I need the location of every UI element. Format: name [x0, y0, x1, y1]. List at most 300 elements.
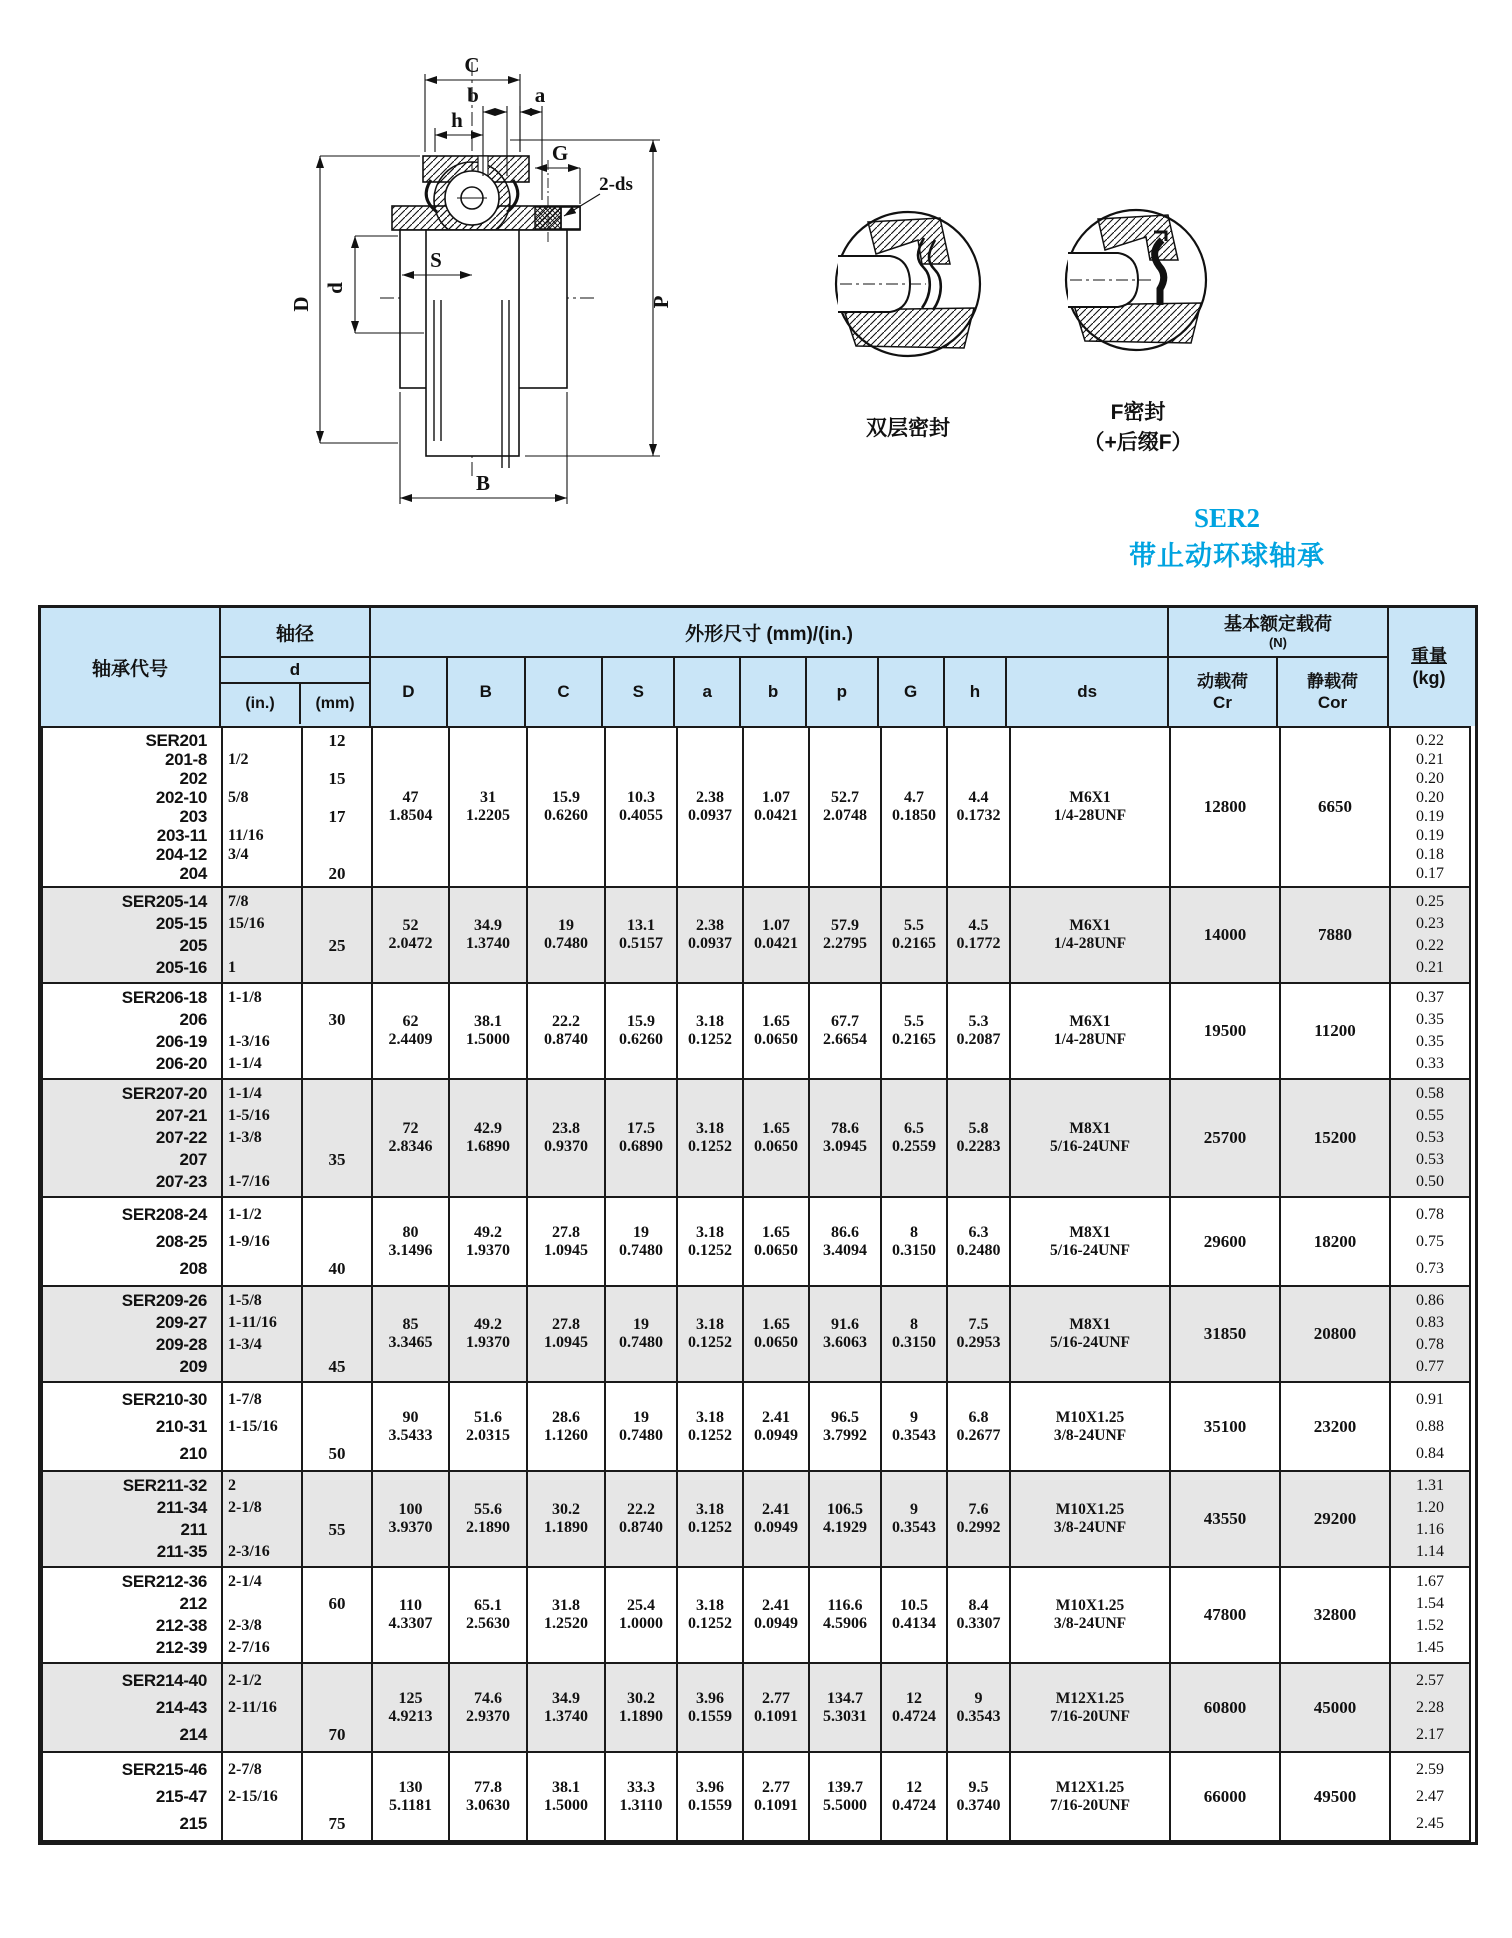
header-dim-letters	[371, 658, 1167, 726]
bearing-code: 202-10	[155, 788, 207, 807]
shaft-mm-value	[303, 1031, 371, 1053]
shaft-mm-value	[303, 1228, 371, 1255]
dim-cell-a	[677, 1197, 743, 1286]
shaft-inch-value: 2-1/4	[228, 1573, 262, 1590]
dim-cell-b	[743, 1471, 809, 1567]
dim-cell-h	[947, 1752, 1010, 1841]
shaft-inch-value: 7/8	[228, 893, 249, 910]
dim-cell-B	[449, 1471, 527, 1567]
dim-mm-value: 80	[402, 1223, 419, 1241]
bearing-code: 212-39	[155, 1638, 207, 1657]
shaft-inch-value	[228, 1440, 301, 1467]
dim-in-value: 2.8346	[388, 1138, 433, 1155]
dim-mm-value: M10X1.25	[1055, 1408, 1125, 1426]
bearing-group-row	[42, 1286, 1470, 1382]
shaft-mm-value	[303, 1105, 371, 1127]
dynamic-load-cell: 43550	[1170, 1471, 1280, 1567]
dim-in-value: 2.5630	[466, 1615, 510, 1632]
dim-cell-ds	[1010, 1663, 1170, 1752]
dim-mm-value: 28.6	[552, 1408, 580, 1426]
dim-mm-value: 51.6	[474, 1408, 502, 1426]
dim-cell-a	[677, 1752, 743, 1841]
dim-cell-a	[677, 1567, 743, 1663]
shaft-mm-value: 50	[328, 1444, 346, 1463]
static-load-cell: 7880	[1280, 887, 1390, 983]
dim-in-value: 0.4134	[892, 1615, 936, 1632]
dim-in-value: 0.4724	[892, 1796, 936, 1814]
dim-in-value: 0.3150	[892, 1241, 936, 1259]
dim-cell-D	[372, 1079, 449, 1197]
dim-cell-b	[743, 1197, 809, 1286]
dim-in-value: 1.9370	[466, 1334, 510, 1351]
bearing-code: 211	[180, 1520, 207, 1539]
dim-in-value: 0.0650	[754, 1334, 798, 1351]
shaft-inch-value	[228, 1255, 301, 1282]
shaft-inch-value: 1-1/4	[228, 1055, 262, 1072]
dim-cell-a	[677, 983, 743, 1079]
dynamic-load-cell: 19500	[1170, 983, 1280, 1079]
dim-mm-value: 86.6	[831, 1223, 859, 1241]
weight-value: 0.19	[1416, 808, 1444, 825]
dim-cell-B	[449, 1197, 527, 1286]
dim-in-value: 0.3150	[892, 1334, 936, 1351]
dim-in-value: 0.8740	[619, 1519, 663, 1536]
shaft-mm-value	[303, 913, 371, 935]
bearing-code: 209-27	[155, 1313, 207, 1332]
dim-in-value: 0.3740	[956, 1796, 1001, 1814]
dim-in-value: 1.6890	[466, 1138, 510, 1155]
dim-mm-value: 3.18	[696, 1120, 724, 1137]
bearing-code: 212	[179, 1594, 207, 1613]
header-load-unit: (N)	[1268, 635, 1288, 650]
dim-label-P: P	[649, 295, 673, 309]
weight-value: 2.59	[1416, 1761, 1444, 1778]
shaft-inch-value: 5/8	[228, 789, 249, 806]
dim-cell-D	[372, 887, 449, 983]
shaft-inch-value: 2-15/16	[228, 1788, 278, 1805]
dim-cell-p	[809, 887, 881, 983]
weight-value: 2.45	[1416, 1815, 1444, 1832]
dim-mm-value: 65.1	[474, 1597, 502, 1614]
dim-mm-value: 1.65	[762, 1316, 790, 1333]
bearing-code: 202	[179, 769, 207, 788]
dim-mm-value: 7.6	[968, 1501, 989, 1518]
weight-value: 1.20	[1416, 1499, 1444, 1516]
bearing-code: 209	[179, 1357, 207, 1376]
dim-cell-G	[881, 1079, 947, 1197]
shaft-inch-value	[228, 1593, 301, 1615]
dim-cell-B	[449, 1286, 527, 1382]
dim-cell-p	[809, 1286, 881, 1382]
bearing-group-row	[42, 1079, 1470, 1197]
bearing-group-row	[42, 1663, 1470, 1752]
dim-cell-a	[677, 1286, 743, 1382]
shaft-mm-value	[303, 1171, 371, 1193]
dim-in-value: 0.2559	[892, 1138, 936, 1155]
dim-cell-a	[677, 887, 743, 983]
dim-cell-b	[743, 727, 809, 887]
shaft-mm-value	[303, 1756, 371, 1783]
weight-cell	[1390, 1471, 1470, 1567]
weight-value: 0.84	[1416, 1445, 1444, 1462]
shaft-mm-value	[303, 1290, 371, 1312]
dim-label-a: a	[534, 83, 546, 107]
dim-in-value: 4.3307	[388, 1615, 433, 1632]
bearing-code: SER212-36	[121, 1572, 207, 1591]
shaft-mm-cell	[302, 1286, 372, 1382]
bearing-group-row	[42, 1382, 1470, 1471]
dim-mm-value: 25.4	[627, 1597, 655, 1614]
shaft-inch-value: 1-15/16	[228, 1418, 278, 1435]
dim-cell-h	[947, 1197, 1010, 1286]
dim-in-value: 5.5000	[823, 1796, 867, 1814]
dim-mm-value: 8	[910, 1316, 918, 1333]
dim-in-value: 1.1260	[544, 1426, 588, 1444]
dim-in-value: 0.1559	[688, 1707, 732, 1725]
dim-label-b: b	[467, 83, 479, 107]
bearing-code: 206-19	[155, 1032, 207, 1051]
bearing-code: 203	[179, 807, 207, 826]
series-title	[1090, 503, 1364, 573]
header-load-rating	[1169, 608, 1389, 726]
dim-in-value: 0.7480	[619, 1241, 663, 1259]
shaft-inch-cell	[222, 983, 302, 1079]
shaft-inch-value: 3/4	[228, 846, 249, 863]
dim-mm-value: 130	[398, 1778, 423, 1796]
static-load-cell: 6650	[1280, 727, 1390, 887]
shaft-mm-value	[303, 1083, 371, 1105]
series-code: SER2	[1193, 503, 1261, 533]
weight-value: 0.21	[1416, 959, 1444, 976]
dim-cell-p	[809, 983, 881, 1079]
bearing-code: 214	[179, 1725, 207, 1744]
dim-cell-a	[677, 727, 743, 887]
dim-mm-value: 6.3	[968, 1223, 989, 1241]
dim-mm-value: 8	[910, 1223, 918, 1241]
dim-cell-b	[743, 1079, 809, 1197]
shaft-inch-value: 2-7/16	[228, 1639, 270, 1656]
dim-mm-value: 7.5	[968, 1316, 989, 1333]
dim-in-value: 0.2165	[892, 935, 936, 952]
dim-mm-value: M8X1	[1069, 1316, 1111, 1333]
shaft-mm-value	[303, 1312, 371, 1334]
bearing-code: 214-43	[155, 1698, 207, 1717]
dim-mm-value: 10.5	[900, 1597, 928, 1614]
dim-in-value: 0.1732	[956, 807, 1001, 824]
shaft-inch-cell	[222, 1567, 302, 1663]
bearing-group-row	[42, 887, 1470, 983]
bearing-code: 205-15	[155, 914, 207, 933]
dim-in-value: 0.1559	[688, 1796, 732, 1814]
dim-mm-value: M8X1	[1069, 1120, 1111, 1137]
dim-mm-value: 2.38	[696, 917, 724, 934]
dim-in-value: 0.3307	[956, 1615, 1001, 1632]
weight-value: 0.78	[1416, 1206, 1444, 1223]
dim-in-value: 0.6260	[619, 1031, 663, 1048]
shaft-inch-value	[228, 1149, 301, 1171]
dim-in-value: 3.5433	[388, 1426, 433, 1444]
weight-value: 1.67	[1416, 1573, 1444, 1590]
dim-label-h: h	[451, 108, 463, 132]
shaft-inch-cell	[222, 887, 302, 983]
bearing-group-row	[42, 1567, 1470, 1663]
dim-cell-p	[809, 1471, 881, 1567]
dim-in-value: 0.0650	[754, 1138, 798, 1155]
shaft-inch-value	[228, 935, 301, 957]
static-load-cell: 23200	[1280, 1382, 1390, 1471]
bearing-code: SER210-30	[121, 1390, 207, 1409]
dim-mm-value: 55.6	[474, 1501, 502, 1518]
dim-mm-value: 30.2	[552, 1501, 580, 1518]
dim-in-value: 0.0421	[754, 807, 798, 824]
dim-mm-value: 134.7	[827, 1689, 863, 1707]
shaft-mm-value	[303, 1475, 371, 1497]
dim-cell-D	[372, 727, 449, 887]
shaft-mm-value: 55	[328, 1520, 346, 1539]
shaft-inch-value: 15/16	[228, 915, 265, 932]
dim-in-value: 4.9213	[388, 1707, 433, 1725]
dim-cell-B	[449, 1663, 527, 1752]
bearing-code-cell	[42, 727, 222, 887]
bearing-code: 204	[179, 864, 207, 883]
dim-in-value: 1/4-28UNF	[1053, 1031, 1127, 1048]
dim-mm-value: 9.5	[968, 1778, 989, 1796]
shaft-inch-cell	[222, 1197, 302, 1286]
dim-in-value: 5/16-24UNF	[1049, 1241, 1131, 1259]
dim-label-G: G	[551, 141, 569, 165]
dim-in-value: 0.1252	[688, 1519, 732, 1536]
shaft-mm-value	[303, 1413, 371, 1440]
dim-mm-value: 19	[633, 1408, 649, 1426]
dim-mm-value: M10X1.25	[1055, 1501, 1125, 1518]
dim-in-value: 0.2677	[956, 1426, 1001, 1444]
dim-in-value: 1.8504	[388, 807, 433, 824]
dynamic-load-cell: 35100	[1170, 1382, 1280, 1471]
dim-mm-value: 27.8	[552, 1223, 580, 1241]
dim-mm-value: 19	[633, 1316, 649, 1333]
dim-mm-value: 74.6	[474, 1689, 502, 1707]
dim-mm-value: 47	[402, 789, 419, 806]
dim-cell-C	[527, 727, 605, 887]
shaft-mm-value	[303, 1694, 371, 1721]
shaft-mm-value: 15	[328, 769, 346, 788]
dim-in-value: 4.5906	[823, 1615, 867, 1632]
dim-mm-value: 72	[402, 1120, 419, 1137]
dim-cell-D	[372, 1286, 449, 1382]
bearing-code: SER215-46	[121, 1760, 207, 1779]
dim-cell-ds	[1010, 1567, 1170, 1663]
dim-mm-value: 19	[633, 1223, 649, 1241]
dim-mm-value: 3.18	[696, 1316, 724, 1333]
dim-cell-ds	[1010, 1286, 1170, 1382]
shaft-inch-cell	[222, 1471, 302, 1567]
dim-mm-value: 23.8	[552, 1120, 580, 1137]
dim-cell-C	[527, 1752, 605, 1841]
dim-in-value: 0.1772	[956, 935, 1001, 952]
dim-label-D: D	[289, 296, 313, 312]
dim-in-value: 0.1850	[892, 807, 936, 824]
weight-value: 2.57	[1416, 1672, 1444, 1689]
dim-mm-value: 1.07	[762, 917, 790, 934]
seal-detail-double	[828, 206, 988, 366]
dim-in-value: 1.0000	[619, 1615, 663, 1632]
shaft-mm-value: 35	[328, 1150, 346, 1169]
bearing-code: 206	[179, 1010, 207, 1029]
weight-value: 0.78	[1416, 1336, 1444, 1353]
dim-cell-S	[605, 727, 677, 887]
shaft-mm-value	[303, 1053, 371, 1075]
weight-cell	[1390, 983, 1470, 1079]
dim-in-value: 0.2283	[956, 1138, 1001, 1155]
dim-cell-B	[449, 1382, 527, 1471]
dim-mm-value: M6X1	[1069, 1013, 1111, 1030]
dim-cell-D	[372, 1663, 449, 1752]
dim-mm-value: 139.7	[827, 1778, 863, 1796]
shaft-mm-value: 17	[328, 807, 346, 826]
dim-mm-value: 49.2	[474, 1316, 502, 1333]
dim-in-value: 3/8-24UNF	[1053, 1615, 1127, 1632]
shaft-mm-value: 30	[328, 1010, 346, 1029]
seal-caption-f-line1: F密封	[1110, 401, 1166, 424]
bearing-code: SER214-40	[121, 1671, 207, 1690]
dim-cell-h	[947, 1663, 1010, 1752]
dim-mm-value: 116.6	[827, 1597, 863, 1614]
static-load-cell: 29200	[1280, 1471, 1390, 1567]
shaft-mm-value	[303, 957, 371, 979]
dim-mm-value: M12X1.25	[1055, 1689, 1125, 1707]
dim-in-value: 3.3465	[388, 1334, 433, 1351]
shaft-inch-cell	[222, 1286, 302, 1382]
shaft-inch-value: 1-1/4	[228, 1085, 262, 1102]
dim-cell-h	[947, 1567, 1010, 1663]
dim-mm-value: 30.2	[627, 1689, 655, 1707]
shaft-inch-value	[228, 1810, 301, 1837]
bearing-code: SER208-24	[121, 1205, 207, 1224]
weight-value: 0.50	[1416, 1173, 1444, 1190]
dim-mm-value: 52	[402, 917, 419, 934]
shaft-inch-value: 1-3/4	[228, 1336, 262, 1353]
weight-value: 0.20	[1416, 789, 1444, 806]
dim-cell-D	[372, 1197, 449, 1286]
bearing-code: 204-12	[155, 845, 207, 864]
shaft-mm-value	[303, 845, 371, 864]
header-in-label: (in.)	[221, 684, 301, 724]
dim-mm-value: 52.7	[831, 789, 859, 806]
dim-cell-B	[449, 1752, 527, 1841]
shaft-mm-value: 25	[328, 936, 346, 955]
dim-mm-value: 12	[906, 1778, 922, 1796]
bearing-code: 206-20	[155, 1054, 207, 1073]
bearing-code: 211-34	[156, 1498, 207, 1517]
weight-value: 2.47	[1416, 1788, 1444, 1805]
dim-in-value: 0.3543	[892, 1426, 936, 1444]
shaft-mm-value	[303, 1541, 371, 1563]
dim-mm-value: 100	[398, 1501, 423, 1518]
dim-in-value: 1.3740	[544, 1707, 588, 1725]
dim-cell-S	[605, 1079, 677, 1197]
bearing-code-cell	[42, 1079, 222, 1197]
header-dims-title: 外形尺寸 (mm)/(in.)	[371, 608, 1167, 658]
dim-mm-value: 6.5	[904, 1120, 924, 1137]
bearing-code-cell	[42, 1286, 222, 1382]
dim-in-value: 1.0945	[544, 1334, 588, 1351]
dim-mm-value: 4.4	[968, 789, 989, 806]
weight-value: 0.25	[1416, 893, 1444, 910]
bearing-code-cell	[42, 1471, 222, 1567]
shaft-inch-value: 1-3/8	[228, 1129, 262, 1146]
dim-in-value: 0.1252	[688, 1426, 732, 1444]
bearing-code: 210	[179, 1444, 207, 1463]
shaft-mm-value	[303, 1201, 371, 1228]
dim-cell-p	[809, 1382, 881, 1471]
dim-in-value: 0.0937	[688, 935, 732, 952]
dim-mm-value: 9	[910, 1408, 918, 1426]
dim-mm-value: M6X1	[1069, 917, 1111, 934]
weight-value: 1.31	[1416, 1477, 1444, 1494]
dim-cell-B	[449, 1079, 527, 1197]
dim-mm-value: 38.1	[474, 1013, 502, 1030]
dim-mm-value: 78.6	[831, 1120, 859, 1137]
dim-mm-value: 4.7	[904, 789, 924, 806]
bearing-group-row	[42, 727, 1470, 887]
dim-cell-S	[605, 1471, 677, 1567]
shaft-inch-cell	[222, 1663, 302, 1752]
dim-in-value: 7/16-20UNF	[1049, 1707, 1131, 1725]
dim-in-value: 5.1181	[388, 1796, 433, 1814]
dim-in-value: 0.0421	[754, 935, 798, 952]
dim-mm-value: 22.2	[627, 1501, 655, 1518]
dim-in-value: 0.0650	[754, 1031, 798, 1048]
shaft-mm-cell	[302, 1663, 372, 1752]
dim-mm-value: 5.3	[968, 1013, 989, 1030]
shaft-inch-value: 1-7/16	[228, 1173, 270, 1190]
dim-cell-ds	[1010, 1382, 1170, 1471]
bearing-group-row	[42, 1752, 1470, 1841]
dim-cell-B	[449, 887, 527, 983]
dim-mm-value: 12	[906, 1689, 922, 1707]
dim-in-value: 1.9370	[466, 1241, 510, 1259]
static-load-cell: 20800	[1280, 1286, 1390, 1382]
dim-in-value: 1/4-28UNF	[1053, 935, 1127, 952]
dim-cell-S	[605, 887, 677, 983]
dim-mm-value: 10.3	[627, 789, 655, 806]
dim-mm-value: 22.2	[552, 1013, 580, 1030]
shaft-inch-value: 1-11/16	[228, 1314, 277, 1331]
shaft-inch-cell	[222, 1752, 302, 1841]
dim-in-value: 0.1252	[688, 1615, 732, 1632]
dim-in-value: 1.2520	[544, 1615, 588, 1632]
dim-in-value: 2.2795	[823, 935, 867, 952]
dim-mm-value: 1.65	[762, 1013, 790, 1030]
dim-mm-value: 34.9	[552, 1689, 580, 1707]
weight-value: 2.17	[1416, 1726, 1444, 1743]
header-dim-D: D	[371, 658, 448, 726]
header-bearing-code: 轴承代号	[41, 608, 221, 726]
bearing-group-row	[42, 1197, 1470, 1286]
bearing-code: 208-25	[155, 1232, 207, 1251]
weight-value: 0.86	[1416, 1292, 1444, 1309]
static-load-cell: 15200	[1280, 1079, 1390, 1197]
shaft-mm-cell	[302, 1197, 372, 1286]
dim-cell-h	[947, 1286, 1010, 1382]
dim-cell-C	[527, 1079, 605, 1197]
dim-mm-value: 3.18	[696, 1501, 724, 1518]
shaft-mm-cell	[302, 1382, 372, 1471]
shaft-inch-value	[228, 731, 301, 750]
weight-cell	[1390, 1663, 1470, 1752]
bearing-code: 210-31	[155, 1417, 207, 1436]
shaft-mm-value	[303, 1615, 371, 1637]
